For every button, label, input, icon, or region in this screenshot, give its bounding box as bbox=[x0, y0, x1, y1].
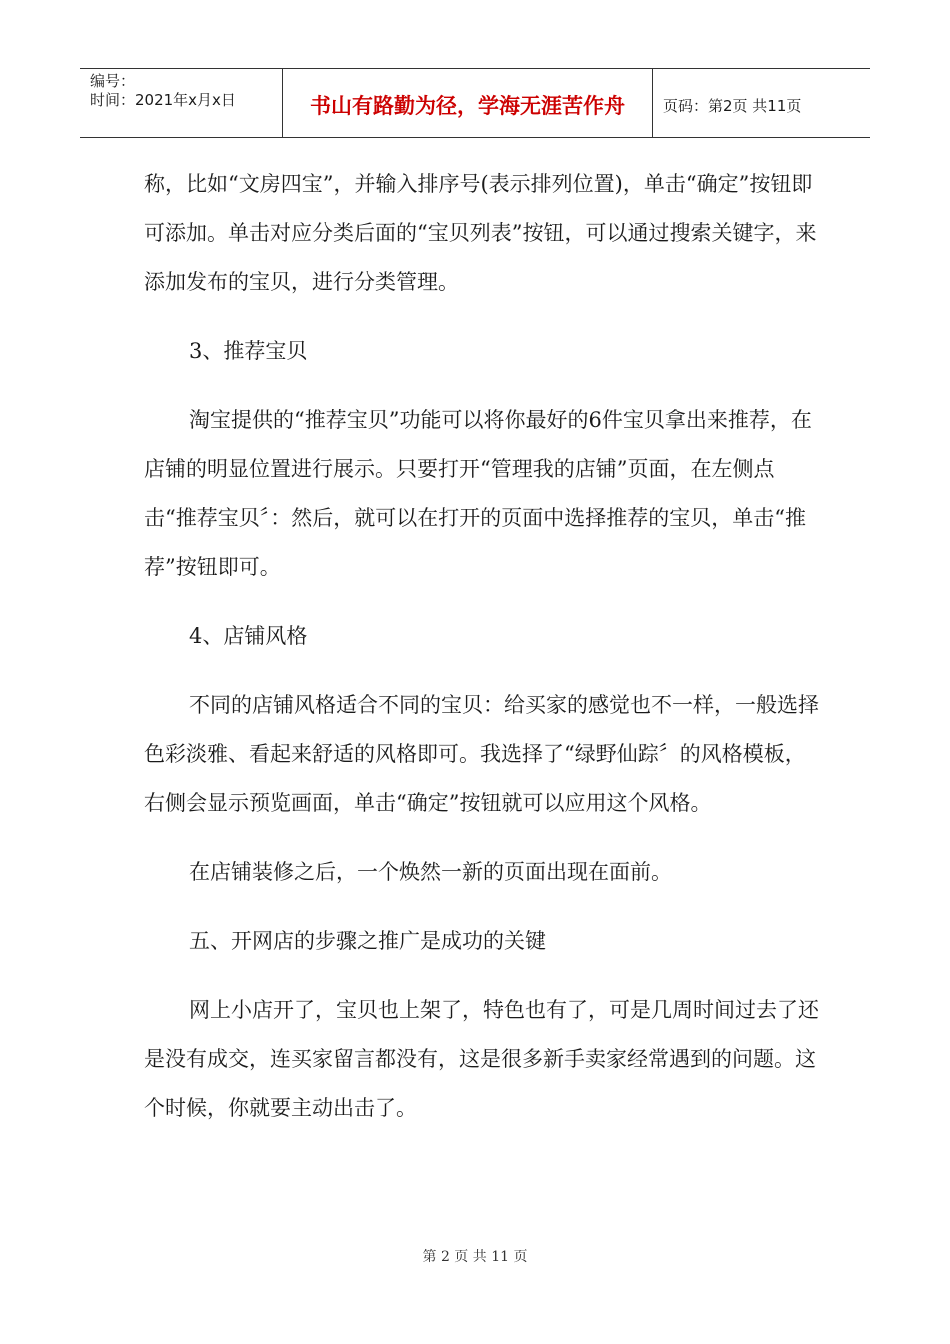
section-heading-promotion: 五、开网店的步骤之推广是成功的关键 bbox=[189, 929, 546, 953]
header-meta-cell bbox=[80, 69, 283, 137]
document-body bbox=[144, 160, 824, 1153]
paragraph-style: 不同的店铺风格适合不同的宝贝：给买家的感觉也不一样，一般选择色彩淡雅、看起来舒适的风格即可。我选择了“绿野仙踪〞的风格模板，右侧会显示预览画面，单击“确定”按钮就可以应用这个风格。 bbox=[144, 693, 819, 815]
section-heading-recommend: 3、推荐宝贝 bbox=[189, 339, 308, 363]
page-footer: 第 2 页 共 11 页 bbox=[422, 1249, 528, 1265]
document-date-label: 时间：2021年x月x日 bbox=[90, 91, 236, 109]
header-motto: 书山有路勤为径，学海无涯苦作舟 bbox=[283, 69, 653, 137]
paragraph-recommend: 淘宝提供的“推荐宝贝”功能可以将你最好的6件宝贝拿出来推荐，在店铺的明显位置进行展示。只要打开“管理我的店铺”页面，在左侧点击“推荐宝贝〞：然后，就可以在打开的页面中选择推荐的宝贝，单击“推荐”按钮即可。 bbox=[144, 408, 812, 579]
paragraph-promotion: 网上小店开了，宝贝也上架了，特色也有了，可是几周时间过去了还是没有成交，连买家留言都没有，这是很多新手卖家经常遇到的问题。这个时候，你就要主动出击了。 bbox=[144, 998, 819, 1120]
section-heading-style: 4、店铺风格 bbox=[189, 624, 308, 648]
paragraph-continuation: 称，比如“文房四宝”，并输入排序号(表示排列位置)，单击“确定”按钮即可添加。单击对应分类后面的“宝贝列表”按钮，可以通过搜索关键字，来添加发布的宝贝，进行分类管理。 bbox=[144, 172, 817, 294]
paragraph-after-decoration: 在店铺装修之后，一个焕然一新的页面出现在面前。 bbox=[189, 860, 672, 884]
document-number-label: 编号： bbox=[90, 72, 136, 90]
document-header bbox=[80, 68, 870, 138]
header-page-info: 页码：第2页 共11页 bbox=[663, 96, 802, 115]
